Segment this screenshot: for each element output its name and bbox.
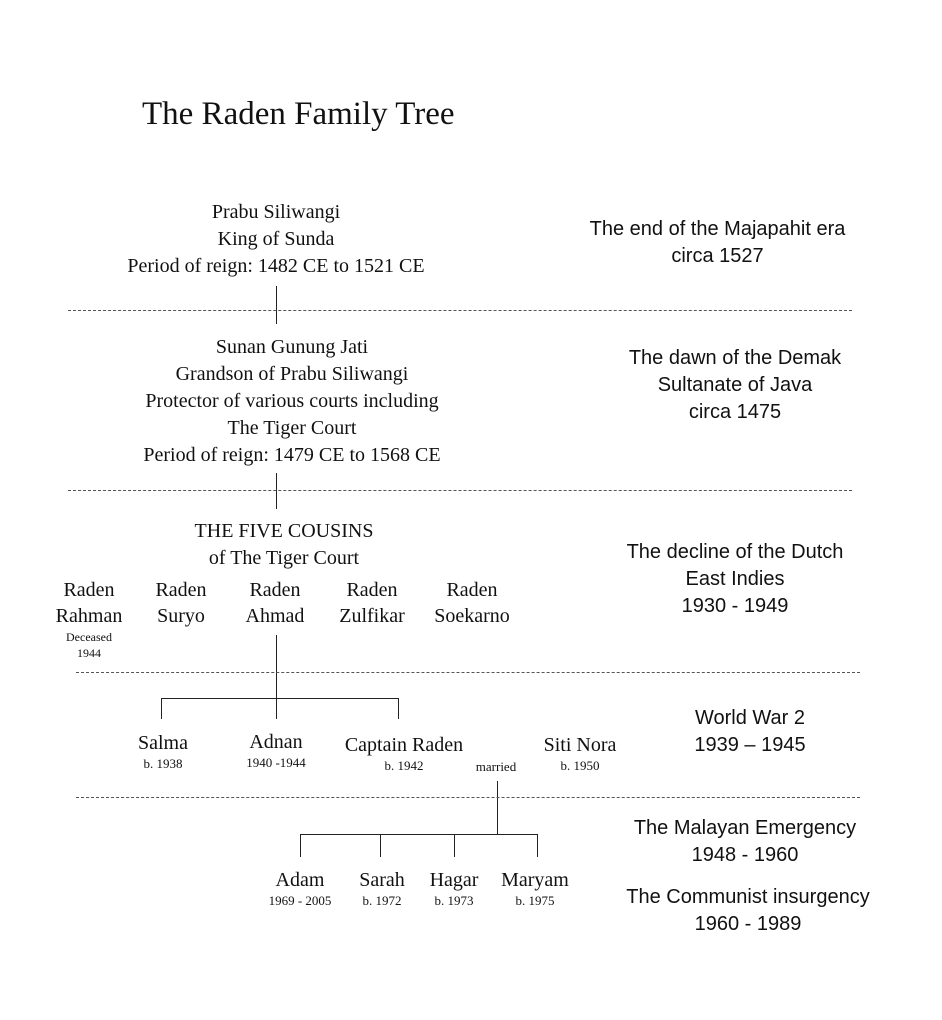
person-reign: Period of reign: 1479 CE to 1568 CE	[143, 444, 441, 466]
cousin-first: Raden	[249, 579, 301, 601]
era-text: The decline of the Dutch	[626, 541, 844, 563]
person-name: Prabu Siliwangi	[211, 201, 341, 223]
cousin-last: Zulfikar	[339, 605, 405, 627]
era-text: Sultanate of Java	[657, 374, 813, 396]
branch-drop	[398, 698, 399, 719]
connector-line	[276, 286, 277, 324]
child-name: Hagar	[429, 869, 479, 891]
era-date: 1948 - 1960	[691, 844, 799, 866]
cousin-zulfikar	[327, 577, 417, 629]
child-name: Adam	[275, 869, 325, 891]
marriage-line	[497, 781, 498, 834]
era-date: 1930 - 1949	[681, 595, 789, 617]
child-hagar	[419, 867, 489, 909]
connector-line	[276, 635, 277, 698]
child-dates: b. 1975	[515, 893, 555, 908]
era-text: The Communist insurgency	[626, 886, 870, 908]
era-text: East Indies	[685, 568, 785, 590]
era-label-1	[560, 216, 875, 270]
child-captain-raden	[334, 732, 474, 774]
child-name: Captain Raden	[344, 734, 464, 756]
era-text: World War 2	[694, 707, 806, 729]
cousin-first: Raden	[446, 579, 498, 601]
cousin-year: 1944	[77, 646, 101, 660]
era-label-5	[600, 815, 890, 869]
child-dates: b. 1972	[362, 893, 402, 908]
cousin-ahmad	[230, 577, 320, 629]
child-salma	[113, 730, 213, 772]
spouse-dates: b. 1950	[560, 758, 600, 773]
era-divider	[76, 797, 860, 798]
child-adam	[255, 867, 345, 909]
heading-subtitle: of The Tiger Court	[208, 547, 360, 569]
branch-line	[161, 698, 399, 699]
child-name: Sarah	[359, 869, 405, 891]
cousin-last: Ahmad	[245, 605, 305, 627]
generation-1-person	[76, 199, 476, 280]
person-court: The Tiger Court	[227, 417, 357, 439]
cousin-last: Soekarno	[434, 605, 510, 627]
person-name: Sunan Gunung Jati	[215, 336, 369, 358]
cousin-last: Suryo	[157, 605, 205, 627]
cousin-last: Rahman	[55, 605, 123, 627]
child-dates: 1969 - 2005	[268, 893, 332, 908]
era-date: circa 1527	[671, 245, 764, 267]
connector-line	[276, 473, 277, 509]
branch-drop	[161, 698, 162, 719]
generation-2-person	[92, 334, 492, 469]
child-dates: 1940 -1944	[246, 755, 306, 770]
era-label-3	[590, 539, 880, 620]
branch-drop	[276, 698, 277, 719]
era-date: circa 1475	[688, 401, 782, 423]
cousin-first: Raden	[346, 579, 398, 601]
child-name: Salma	[138, 732, 188, 754]
child-name: Maryam	[501, 869, 569, 891]
era-text: The dawn of the Demak	[628, 347, 842, 369]
married-label: married	[475, 759, 517, 774]
child-adnan	[226, 729, 326, 771]
cousin-first: Raden	[155, 579, 207, 601]
child-sarah	[347, 867, 417, 909]
branch-drop	[300, 834, 301, 857]
child-dates: b. 1973	[434, 893, 474, 908]
era-divider	[68, 310, 852, 311]
era-label-6	[600, 884, 896, 938]
era-label-4	[610, 705, 890, 759]
era-text: The end of the Majapahit era	[589, 218, 846, 240]
child-dates: b. 1938	[143, 756, 183, 771]
child-maryam	[492, 867, 578, 909]
era-date: 1960 - 1989	[694, 913, 802, 935]
cousin-rahman	[44, 577, 134, 661]
cousin-soekarno	[422, 577, 522, 629]
cousin-first: Raden	[63, 579, 115, 601]
branch-drop	[380, 834, 381, 857]
person-role: Protector of various courts including	[145, 390, 439, 412]
child-dates: b. 1942	[384, 758, 424, 773]
person-title: King of Sunda	[217, 228, 335, 250]
page-title: The Raden Family Tree	[142, 96, 455, 132]
cousin-status: Deceased	[66, 630, 112, 644]
era-text: The Malayan Emergency	[633, 817, 857, 839]
branch-drop	[454, 834, 455, 857]
heading-title: THE FIVE COUSINS	[194, 520, 374, 542]
cousin-suryo	[136, 577, 226, 629]
branch-line	[300, 834, 538, 835]
era-label-2	[590, 345, 880, 426]
era-divider	[68, 490, 852, 491]
branch-drop	[537, 834, 538, 857]
cousins-heading	[134, 518, 434, 572]
person-relation: Grandson of Prabu Siliwangi	[175, 363, 409, 385]
spouse-name: Siti Nora	[543, 734, 617, 756]
person-reign: Period of reign: 1482 CE to 1521 CE	[127, 255, 425, 277]
era-divider	[76, 672, 860, 673]
era-date: 1939 – 1945	[694, 734, 806, 756]
child-name: Adnan	[249, 731, 303, 753]
